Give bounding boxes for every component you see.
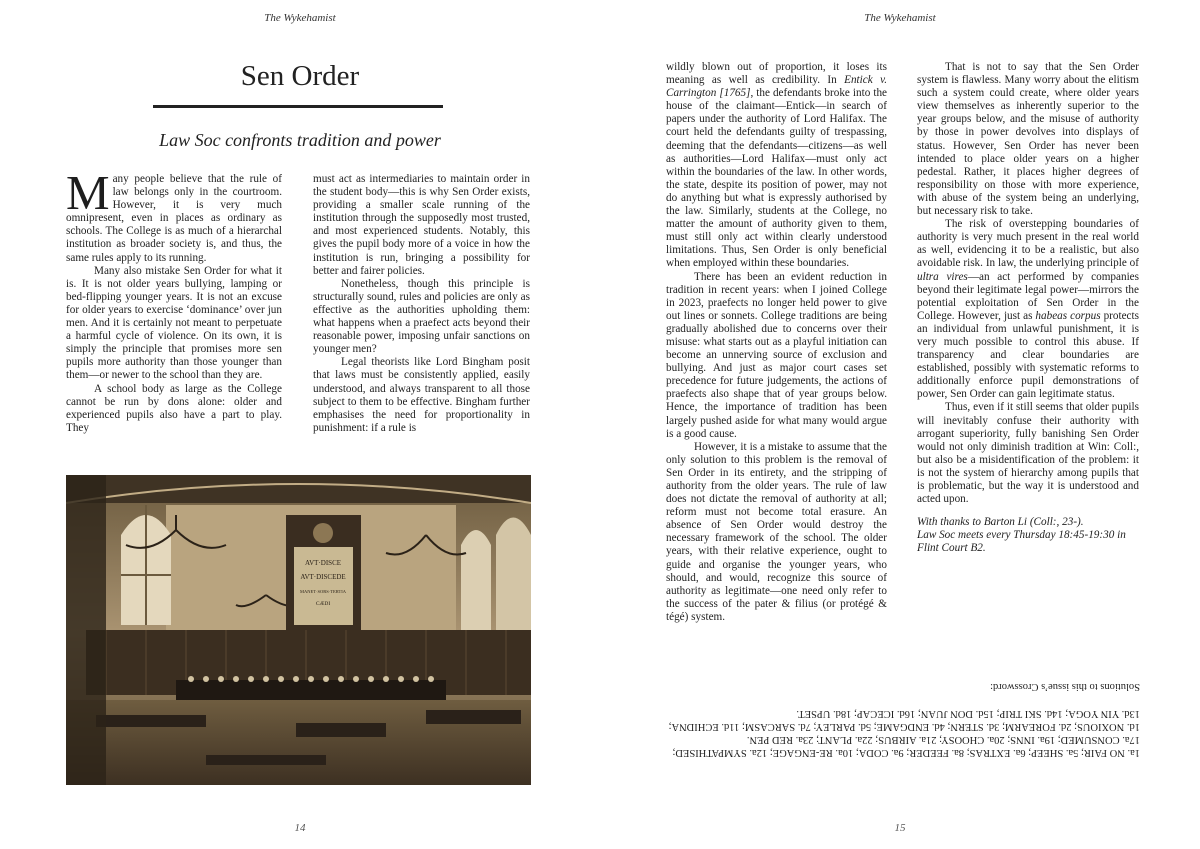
page-number: 14 (294, 822, 306, 834)
paragraph: Nonetheless, though this principle is structurally sound, rules and policies are only as effective as the authorities upholding them: what happens when a praefect acts beyond their reasonable power, imposing unfair sanctions on younger men? (313, 277, 530, 356)
crossword-heading: Solutions to this issue’s Crossword: (990, 681, 1140, 692)
article-title: Sen Order (240, 60, 360, 92)
paragraph: must act as intermediaries to maintain order in the student body—this is why Sen Order exists, providing a smaller scale running of the institution through the supposedly most trusted, and most experienced students. Notably, this gives the pupil body more of a voice in how the institution is run, bringing a possibility for better and fairer policies. (313, 173, 530, 277)
column-1 (66, 165, 282, 435)
latin-term: habeas corpus (1035, 309, 1101, 322)
paragraph: Thus, even if it still seems that older pupils will inevitably confuse their authority with arrogant superiority, fully banishing Sen Order would not only diminish tradition at Win: Coll:, but also be a misidentification of the problem: it is not the system of hierarchy among pupils that is problematic, but the way it is understood and acted upon. (917, 401, 1139, 506)
paragraph: That is not to say that the Sen Order system is flawless. Many worry about the elitism such a system could create, where older years view themselves as inherently superior to the year groups below, and the misuse of authority by those in power devolves into displays of status. However, Sen Order has never been intended to place older years on a higher pedestal. Rather, it places higher degrees of responsibility on those with more experience, with abuse of the system being an underlying, but necessary risk to take. (917, 61, 1139, 218)
running-head: The Wykehamist (264, 12, 336, 24)
paragraph-text: protects an individual from unlawful punishment, it is very much possible to control this abuse. If transparency and clear boundaries are established, possibly with systematic reforms to additionally enforce pupil demonstrations of power, Sen Order can gain legitimate status. (917, 309, 1139, 401)
column-3 (666, 61, 887, 624)
column-4 (917, 61, 1139, 555)
thanks-line: With thanks to Barton Li (Coll:, 23-). (917, 516, 1084, 529)
paragraph-text: wildly blown out of proportion, it loses its meaning as well as credibility. In (666, 61, 887, 87)
motto-line: CÆDI (315, 601, 331, 607)
crossword-across-line: 17a. CONSUMED; 19a. INNS; 20a. CHOOSY; 21a. AIRBUS; 22a. PLANT; 23a. RED PEN. (746, 734, 1140, 745)
paragraph: Many also mistake Sen Order for what it is. It is not older years bullying, lamping or bed-flipping younger years. It is not an excuse for older years to exercise ‘dominance’ over jun men. And it is certainly not meant to perpetuate a harmful cycle of violence. On its own, it is simply the principle that promises more sen pupils more authority than those younger than them—or newer to the school than they are. (66, 264, 282, 382)
motto-line: AVT·DISCE (304, 559, 342, 567)
article-subtitle: Law Soc confronts tradition and power (159, 130, 441, 150)
crossword-solutions (660, 680, 1140, 759)
acknowledgement (917, 516, 1139, 555)
crossword-down-line: 1d. NOXIOUS; 2d. FOREARM; 3d. STERN; 4d. ENDGAME; 5d. PARLEY; 7d. SARCASM; 11d. ECHIDNA; 13d. YIN YOGA; 14d. SKI TRIP; 15d. DON JUAN; 16d. ICECAP; 18d. UPSET. (668, 708, 1140, 732)
paragraph-text: The risk of overstepping boundaries of authority is very much present in the real world as well, evidencing it to be a realistic, but also avoidable risk. In law, the underlying principle of (917, 218, 1139, 270)
running-head: The Wykehamist (864, 12, 936, 24)
motto-line: MANET·SORS·TERTIA (300, 589, 346, 594)
sepia-hall-illustration (66, 475, 531, 785)
paragraph (666, 61, 887, 271)
paragraph-text: any people believe that the rule of law belongs only in the courtroom. However, it is very much omnipresent, even in places as ordinary as schools. The College is as much of a hierarchal institution as broader society is, and thus, the same rules apply to its running. (66, 173, 282, 264)
paragraph: A school body as large as the College cannot be run by dons alone: older and experienced pupils also have a part to play. They (66, 382, 282, 434)
paragraph-text: —an act performed by companies beyond their legitimate legal power—mirrors the potential exploitation of Sen Order in the College. However, just as (917, 270, 1139, 322)
paragraph (66, 165, 282, 265)
paragraph: However, it is a mistake to assume that the only solution to this problem is the removal of Sen Order in its entirety, and the stripping of authority from the older years. The rule of law does not dictate the removal of authority at all; reform must not become total erasure. An absence of Sen Order would destroy the necessary framework of the school. The older years, with their relative experience, ought to guide and organise the younger years, who should, and would, recognize this source of authority as legitimate—one need only refer to the success of the pater & filius (or protégé & tégé) system. (666, 440, 887, 623)
column-2 (313, 173, 530, 435)
meeting-info: Law Soc meets every Thursday 18:45-19:30 in Flint Court B2. (917, 529, 1126, 555)
latin-term: ultra vires (917, 270, 968, 283)
crossword-across-line: 1a. NO FAIR; 5a. SHEEP; 6a. EXTRAS; 8a. FEEDER; 9a. CODA; 10a. RE-ENGAGE; 12a. SYMPATHISED; (672, 747, 1140, 758)
paragraph (917, 218, 1139, 401)
motto-line: AVT·DISCEDE (300, 573, 346, 581)
school-hall-photo (66, 475, 531, 785)
drop-cap: M (66, 165, 110, 220)
paragraph: Legal theorists like Lord Bingham posit that laws must be consistently applied, easily understood, and always transparent to all those subject to them to be effective. Bingham further emphasises the need for proportionality in punishment: if a rule is (313, 356, 530, 434)
page-number: 15 (894, 822, 906, 834)
paragraph-text: , the defendants broke into the house of the claimant—Entick—in search of papers under the authority of Lord Halifax. The court held the defendants guilty of trespassing, deeming that the defendants—citizens—as well as authorities—Lord Halifax—must only act within the boundaries of the law. In other words, the state, despite its position of power, may not do anything but what is expressly authorised by the law. Similarly, students at the College, no matter the amount of authority given to them, must still only act within clearly understood limitations. Thus, Sen Order is only beneficial when employed within these boundaries. (666, 87, 887, 270)
case-citation: Entick v. Carrington [1765] (666, 74, 887, 100)
paragraph: There has been an evident reduction in tradition in recent years: when I joined College in 2023, praefects no longer held power to give out lines or sonnets. College traditions are being gradually abolished due to concerns over their misuse: what starts out as a playful initiation can become an unnerving source of exclusion and bullying. And just as major court cases set precedence for future judgements, the actions of praefects also shape that of year groups below. Hence, the importance of tradition has been largely pushed aside for what many would argue is a good cause. (666, 270, 887, 440)
title-rule (153, 105, 443, 108)
